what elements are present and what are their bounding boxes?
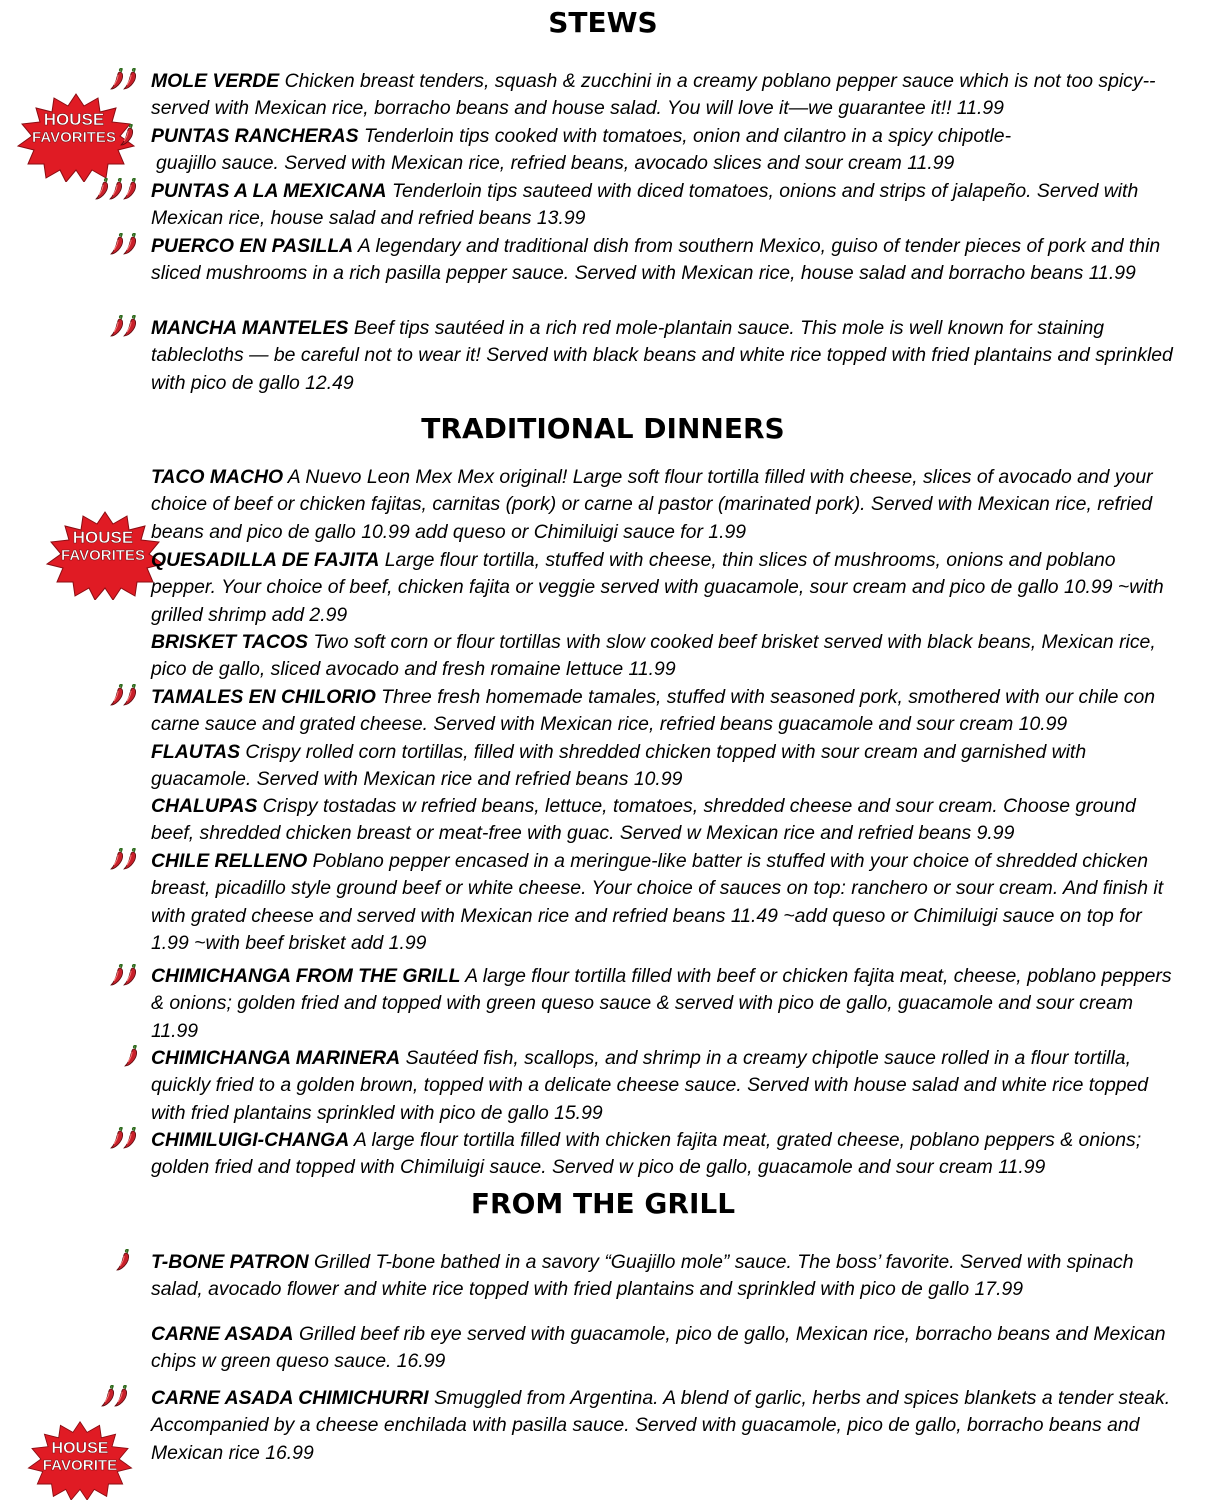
item-name: PUERCO EN PASILLA	[151, 235, 354, 257]
section-title-stews: STEWS	[548, 6, 658, 39]
item-name: CHIMILUIGI-CHANGA	[151, 1129, 350, 1151]
menu-item-brisket-tacos	[151, 629, 1181, 684]
chili-pepper-icon	[110, 964, 142, 986]
svg-text:HOUSE: HOUSE	[51, 1439, 109, 1457]
chili-pepper-icon	[101, 1385, 133, 1407]
menu-item-carne-asada-chimichurri	[151, 1385, 1181, 1467]
item-name: TACO MACHO	[151, 466, 284, 488]
menu-item-mole-verde	[151, 68, 1181, 123]
chili-pepper-icon	[118, 124, 140, 146]
chili-pepper-icon	[110, 848, 142, 870]
chili-pepper-icon	[122, 1045, 144, 1067]
menu-item-t-bone-patron	[151, 1249, 1181, 1304]
item-name: CARNE ASADA CHIMICHURRI	[151, 1387, 429, 1409]
menu-item-quesadilla-de-fajita	[151, 547, 1181, 629]
item-description: A large flour tortilla filled with beef or chicken fajita meat, cheese, poblano peppers & onions; golden fried and topped with green queso sauce & served with pico de gallo, guacamole and sour cream 11.99	[151, 965, 1172, 1042]
item-name: PUNTAS RANCHERAS	[151, 125, 359, 147]
item-name: MANCHA MANTELES	[151, 317, 349, 339]
menu-item-carne-asada	[151, 1321, 1181, 1376]
item-name: CHILE RELLENO	[151, 850, 308, 872]
item-name: TAMALES EN CHILORIO	[151, 686, 376, 708]
menu-item-flautas	[151, 739, 1181, 794]
item-name: PUNTAS A LA MEXICANA	[151, 180, 387, 202]
menu-item-chile-relleno	[151, 848, 1181, 957]
menu-item-chimichanga-from-the-grill	[151, 963, 1181, 1045]
chili-pepper-icon	[114, 1249, 136, 1271]
menu-item-tamales-en-chilorio	[151, 684, 1181, 739]
item-name: BRISKET TACOS	[151, 631, 308, 653]
menu-item-chalupas	[151, 793, 1181, 848]
item-name: QUESADILLA DE FAJITA	[151, 549, 380, 571]
svg-text:FAVORITES: FAVORITES	[32, 129, 116, 146]
item-description: A legendary and traditional dish from southern Mexico, guiso of tender pieces of pork and thin sliced mushrooms in a rich pasilla pepper sauce. Served with Mexican rice, house salad and borracho beans 11.99	[151, 235, 1161, 285]
item-description: A Nuevo Leon Mex Mex original! Large soft flour tortilla filled with cheese, slices of avocado and your choice of beef or chicken fajitas, carnitas (pork) or carne al pastor (marinated pork). Served with Mexican rice, refried beans and pico de gallo 10.99 add queso or Chimiluigi sauce for 1.99	[151, 466, 1153, 543]
item-name: CHIMICHANGA FROM THE GRILL	[151, 965, 461, 987]
svg-text:FAVORITE: FAVORITE	[42, 1456, 118, 1474]
svg-text:HOUSE: HOUSE	[72, 528, 134, 547]
item-name: CARNE ASADA	[151, 1323, 294, 1345]
house-favorites-badge	[43, 510, 167, 600]
chili-pepper-icon	[110, 684, 142, 706]
item-description: Chicken breast tenders, squash & zucchini in a creamy poblano pepper sauce which is not too spicy-- served with Mexican rice, borracho beans and house salad. You will love it—we guarantee it!! 11.99	[151, 70, 1156, 120]
svg-text:FAVORITES: FAVORITES	[61, 547, 145, 564]
item-description: Smuggled from Argentina. A blend of garlic, herbs and spices blankets a tender steak. Accompanied by a cheese enchilada with pasilla sauce. Served with guacamole, pico de gallo, borracho beans and Mexican rice 16.99	[151, 1387, 1171, 1464]
section-title-traditional-dinners: TRADITIONAL DINNERS	[421, 412, 785, 445]
item-description: Large flour tortilla, stuffed with cheese, thin slices of mushrooms, onions and poblano pepper. Your choice of beef, chicken fajita or veggie served with guacamole, sour cream and pico de gallo 10.99 ~with grilled shrimp add 2.99	[151, 549, 1164, 626]
chili-pepper-icon	[110, 233, 142, 255]
item-description: A large flour tortilla filled with chicken fajita meat, grated cheese, poblano peppers & onions; golden fried and topped with Chimiluigi sauce. Served w pico de gallo, guacamole and sour cream 11.99	[151, 1129, 1142, 1179]
menu-item-chimiluigi-changa	[151, 1127, 1181, 1182]
chili-pepper-icon	[110, 315, 142, 337]
item-description: Grilled T-bone bathed in a savory “Guajillo mole” sauce. The boss’ favorite. Served with spinach salad, avocado flower and white rice topped with fried plantains and sprinkled with pico de gallo 17.99	[151, 1251, 1134, 1301]
section-title-from-the-grill: FROM THE GRILL	[470, 1187, 736, 1220]
chili-pepper-icon	[110, 1127, 142, 1149]
item-description: Crispy tostadas w refried beans, lettuce, tomatoes, shredded cheese and sour cream. Choose ground beef, shredded chicken breast or meat-free with guac. Served w Mexican rice and refried beans 9.99	[151, 795, 1136, 845]
chili-pepper-icon	[110, 68, 142, 90]
item-name: CHALUPAS	[151, 795, 258, 817]
item-description: Poblano pepper encased in a meringue-like batter is stuffed with your choice of shredded chicken breast, picadillo style ground beef or white cheese. Your choice of sauces on top: ranchero or sour cream. And finish it with grated cheese and served with Mexican rice and refried beans 11.49 ~add queso or Chimiluigi sauce on top for 1.99 ~with beef brisket add 1.99	[151, 850, 1164, 954]
item-name: T-BONE PATRON	[151, 1251, 309, 1273]
menu-item-puntas-a-la-mexicana	[151, 178, 1181, 233]
menu-item-taco-macho	[151, 464, 1181, 546]
item-description: Grilled beef rib eye served with guacamole, pico de gallo, Mexican rice, borracho beans and Mexican chips w green queso sauce. 16.99	[151, 1323, 1166, 1373]
svg-text:HOUSE: HOUSE	[43, 110, 105, 129]
house-favorite-badge	[24, 1420, 136, 1500]
chili-pepper-icon	[95, 178, 141, 200]
menu-item-chimichanga-marinera	[151, 1045, 1181, 1127]
item-name: MOLE VERDE	[151, 70, 280, 92]
item-description-continued: guajillo sauce. Served with Mexican rice, refried beans, avocado slices and sour cream 11.99	[156, 152, 955, 175]
item-description: Tenderloin tips cooked with tomatoes, onion and cilantro in a spicy chipotle-	[358, 125, 1012, 147]
item-name: CHIMICHANGA MARINERA	[151, 1047, 401, 1069]
item-description: Tenderloin tips sauteed with diced tomatoes, onions and strips of jalapeño. Served with Mexican rice, house salad and refried beans 13.99	[151, 180, 1139, 230]
item-description: Beef tips sautéed in a rich red mole-plantain sauce. This mole is well known for staining tablecloths — be careful not to wear it! Served with black beans and white rice topped with fried plantains and sprinkled with pico de gallo 12.49	[151, 317, 1173, 394]
item-description: Two soft corn or flour tortillas with slow cooked beef brisket served with black beans, Mexican rice, pico de gallo, sliced avocado and fresh romaine lettuce 11.99	[151, 631, 1156, 681]
menu-item-puntas-rancheras	[151, 123, 1181, 178]
item-description: Sautéed fish, scallops, and shrimp in a creamy chipotle sauce rolled in a flour tortilla, quickly fried to a golden brown, topped with a delicate cheese sauce. Served with house salad and white rice topped with fried plantains sprinkled with pico de gallo 15.99	[151, 1047, 1149, 1124]
menu-item-mancha-manteles	[151, 315, 1181, 397]
item-description: Three fresh homemade tamales, stuffed with seasoned pork, smothered with our chile con carne sauce and grated cheese. Served with Mexican rice, refried beans guacamole and sour cream 10.99	[151, 686, 1156, 736]
menu-item-puerco-en-pasilla	[151, 233, 1181, 288]
item-description: Crispy rolled corn tortillas, filled with shredded chicken topped with sour cream and garnished with guacamole. Served with Mexican rice and refried beans 10.99	[151, 741, 1087, 791]
item-name: FLAUTAS	[151, 741, 241, 763]
